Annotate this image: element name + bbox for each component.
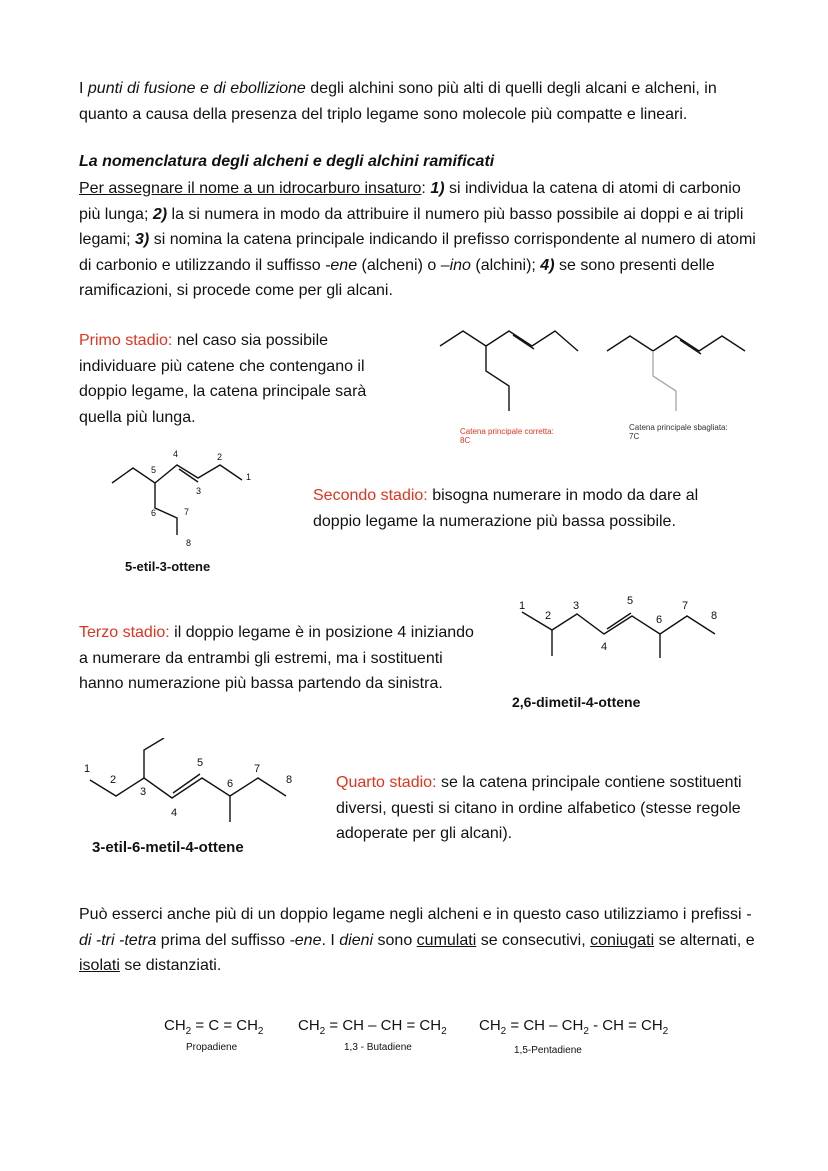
stage1-molecules bbox=[430, 318, 770, 453]
stage2-molecule-name: 5-etil-3-ottene bbox=[125, 559, 211, 574]
stage3-num-1: 1 bbox=[519, 600, 526, 612]
stage4-num-1: 1 bbox=[84, 763, 91, 775]
stage2-skeleton bbox=[112, 465, 242, 535]
stage4-molecule bbox=[80, 738, 305, 828]
stage4-num-5: 5 bbox=[197, 757, 204, 769]
stage2-num-6: 6 bbox=[151, 508, 157, 518]
stage2-label: Secondo stadio: bbox=[313, 487, 428, 504]
stage1-paragraph: Primo stadio: nel caso sia possibile individuare più catene che contengano il doppio legame, la catena principale sarà quella più lunga. bbox=[79, 332, 367, 426]
stage2-num-1: 1 bbox=[246, 472, 252, 482]
formula-name-pentadiene: 1,5-Pentadiene bbox=[514, 1045, 582, 1056]
wrong-chain-skeleton bbox=[607, 336, 745, 411]
correct-chain-skeleton bbox=[440, 331, 578, 411]
stage4-num-2: 2 bbox=[110, 774, 117, 786]
formula-name-butadiene: 1,3 - Butadiene bbox=[344, 1042, 412, 1053]
stage3-num-4: 4 bbox=[601, 641, 608, 653]
wrong-chain-count: 7C bbox=[629, 432, 640, 441]
section-heading: La nomenclatura degli alcheni e degli alchini ramificati bbox=[79, 153, 495, 170]
stage2-num-4: 4 bbox=[173, 449, 179, 459]
stage4-num-6: 6 bbox=[227, 778, 234, 790]
stage2-num-5: 5 bbox=[151, 465, 157, 475]
stage4-num-3: 3 bbox=[140, 786, 147, 798]
stage2-num-2: 2 bbox=[217, 452, 223, 462]
formula-propadiene: $CH_2 = C = CH_2$ bbox=[164, 1017, 264, 1037]
formula-name-propadiene: Propadiene bbox=[186, 1042, 238, 1053]
stage4-molecule-name: 3-etil-6-metil-4-ottene bbox=[92, 839, 244, 856]
correct-chain-caption: Catena principale corretta: bbox=[460, 427, 554, 436]
stage3-num-7: 7 bbox=[682, 600, 689, 612]
stage4-label: Quarto stadio: bbox=[336, 774, 437, 791]
intro-paragraph: I punti di fusione e di ebollizione degli alchini sono più alti di quelli degli alcani e alcheni, in quanto a causa della presenza del triplo legame sono molecole più compatte e lineari. bbox=[79, 80, 717, 123]
stage4-skeleton bbox=[90, 738, 286, 822]
formula-pentadiene: $CH_2$ = CH – $CH_2$ - CH = $CH_2$ bbox=[479, 1017, 669, 1037]
formula-butadiene: $CH_2$ = CH – CH = $CH_2$ bbox=[298, 1017, 447, 1037]
stage3-num-3: 3 bbox=[573, 600, 580, 612]
stage3-num-2: 2 bbox=[545, 610, 552, 622]
stage4-num-4: 4 bbox=[171, 807, 178, 819]
stage2-num-8: 8 bbox=[186, 538, 192, 548]
stage3-num-8: 8 bbox=[711, 610, 718, 622]
stage2-paragraph: Secondo stadio: bisogna numerare in modo da dare al doppio legame la numerazione più bassa possibile. bbox=[313, 487, 699, 530]
stage3-num-5: 5 bbox=[627, 595, 634, 607]
stage3-num-6: 6 bbox=[656, 614, 663, 626]
stage1-label: Primo stadio: bbox=[79, 332, 173, 349]
wrong-chain-caption: Catena principale sbagliata: bbox=[629, 423, 728, 432]
dienes-paragraph: Può esserci anche più di un doppio legame negli alcheni e in questo caso utilizziamo i prefissi -di -tri -tetra prima del suffisso -ene. I dieni sono cumulati se consecutivi, coniugati se alternati, e isolati se distanziati. bbox=[79, 906, 755, 975]
stage2-molecule bbox=[100, 445, 270, 555]
stage2-num-7: 7 bbox=[184, 507, 190, 517]
stage4-num-7: 7 bbox=[254, 763, 261, 775]
stage2-num-3: 3 bbox=[196, 486, 202, 496]
stage3-label: Terzo stadio: bbox=[79, 624, 170, 641]
stage3-paragraph: Terzo stadio: il doppio legame è in posizione 4 iniziando a numerare da entrambi gli estremi, ma i sostituenti hanno numerazione più bassa partendo da sinistra. bbox=[79, 624, 474, 693]
stage4-num-8: 8 bbox=[286, 774, 293, 786]
correct-chain-count: 8C bbox=[460, 436, 471, 445]
stage3-molecule-name: 2,6-dimetil-4-ottene bbox=[512, 694, 641, 710]
stage4-paragraph: Quarto stadio: se la catena principale contiene sostituenti diversi, questi si citano in ordine alfabetico (stesse regole adoperate per gli alcani). bbox=[336, 774, 742, 843]
nomenclature-paragraph: Per assegnare il nome a un idrocarburo insaturo: 1) si individua la catena di atomi di carbonio più lunga; 2) la si numera in modo da attribuire il numero più basso possibile ai doppi e ai tripli legami; 3) si nomina la catena principale indicando il prefisso corrispondente al numero di atomi di carbonio e utilizzando il suffisso -ene (alcheni) o –ino (alchini); 4) se sono presenti delle ramificazioni, si procede come per gli alcani. bbox=[79, 180, 756, 300]
stage3-molecule bbox=[510, 590, 735, 670]
